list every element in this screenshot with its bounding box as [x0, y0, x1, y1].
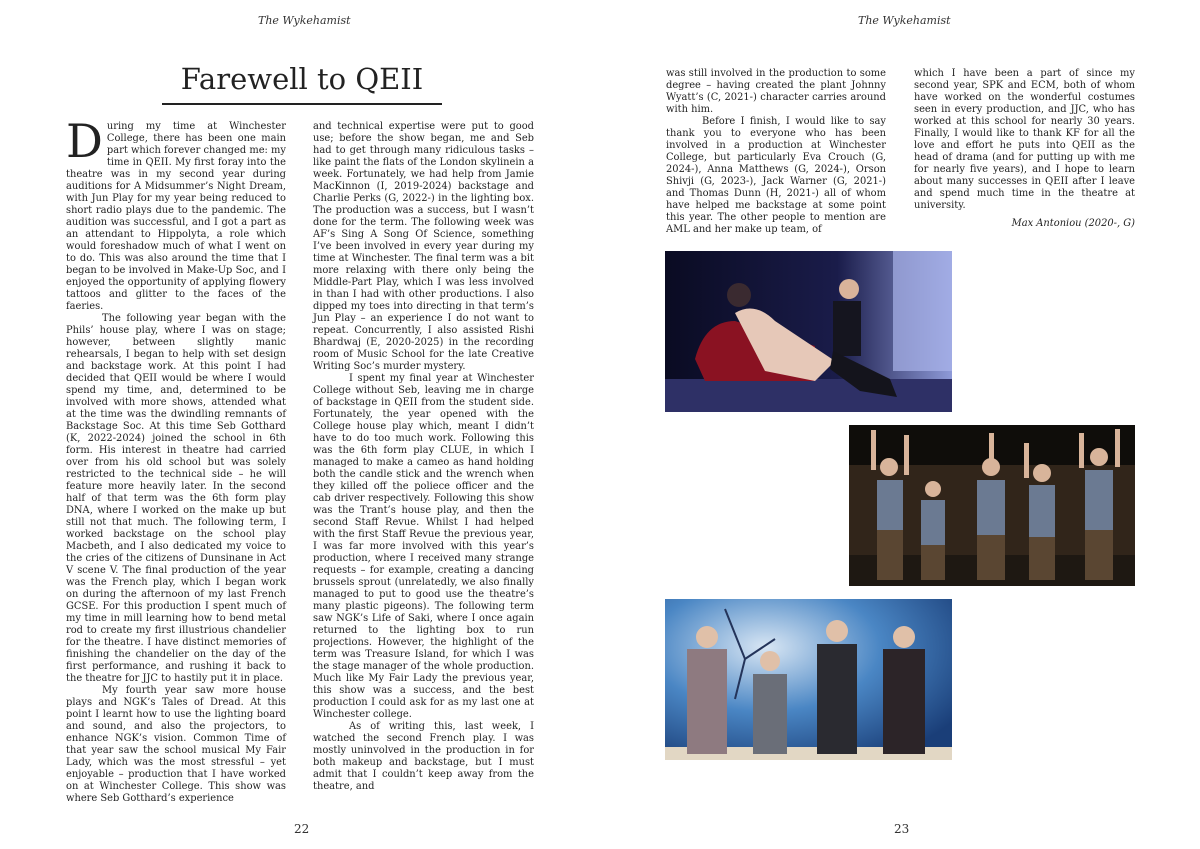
paragraph-1 [66, 114, 286, 313]
paragraph-8: Before I finish, I would like to say thank you to everyone who has been involved in a production at Winchester College, but particularly Eva Crouch (G, 2024-), Anna Matthews (G, 2024-), Orson Shivji (G, 2023-), Jack Warner (G, 2021-) and Thomas Dunn (H, 2021-) all of whom have helped me backstage at some point this year. The other people to mention are AML and her make up team, of [666, 116, 886, 235]
paragraph-1-text: uring my time at Winchester College, there has been one main part which forever changed me: my time in QEII. My first foray into the theatre was in my second year during auditions for A Midsummer’s Night Dream, with Jun Play for my year being reduced to short radio plays due to the pandemic. The audition was successful, and I got a part as an attendant to Hippolyta, a role which would foreshadow much of what I went on to do. This was also around the time that I began to be involved in Make-Up Soc, and I enjoyed the opportunity of applying flowery tattoos and glitter to the faces of the faeries. [66, 121, 286, 312]
article-column-3 [666, 68, 886, 236]
page-number-left: 22 [294, 822, 310, 836]
running-head-right: The Wykehamist [858, 14, 951, 27]
running-head-left: The Wykehamist [258, 14, 351, 27]
title-rule [162, 103, 442, 105]
paragraph-5: I spent my final year at Winchester College without Seb, leaving me in charge of backstage in QEII from the student side. Fortunately, the year opened with the College house play which, meant I didn’t have to do too much work. Following this was the 6th form play CLUE, in which I managed to make a cameo as hand holding both the candle stick and the wrench when they killed off the poliece officer and the cab driver respectively. Following this show was the Trant’s house play, and then the second Staff Revue. Whilst I had helped with the first Staff Revue the previous year, I was far more involved with this year’s production, where I received many strange requests – for example, creating a dancing brussels sprout (unrelatedly, we also finally managed to put to good use the theatre’s many plastic pigeons). The following term saw NGK’s Life of Saki, where I once again returned to the lighting box to run projections. However, the highlight of the term was Treasure Island, for which I was the stage manager of the whole production. Much like My Fair Lady the previous year, this show was a success, and the best production I could ask for as my last one at Winchester college. [313, 373, 534, 720]
stage-photo-four-performers [665, 599, 952, 760]
paragraph-9: which I have been a part of since my second year, SPK and ECM, both of whom have worked on the wonderful costumes seen in every production, and JJC, who has worked at this school for nearly 30 years. Finally, I would like to thank KF for all the love and effort he puts into QEII as the head of drama (and for putting up with me for nearly five years), and I hope to learn about many successes in QEII after I leave and spend much time in the theatre at university. [914, 68, 1135, 211]
paragraph-4: and technical expertise were put to good use; before the show began, me and Seb had to get through many ridiculous tasks – like paint the flats of the London skylinein a week. Fortunately, we had help from Jamie MacKinnon (I, 2019-2024) backstage and Charlie Perks (G, 2022-) in the lighting box. The production was a success, but I wasn’t done for the term. The following week was AF’s Sing A Song Of Science, something I’ve been involved in every year during my time at Winchester. The final term was a bit more relaxing with there only being the Middle-Part Play, which I was less involved in than I had with other productions. I also dipped my toes into directing in that term’s Jun Play – an experience I do not want to repeat. Concurrently, I also assisted Rishi Bhardwaj (E, 2020-2025) in the recording room of Music School for the late Creative Writing Soc’s murder mystery. [313, 121, 534, 372]
article-column-4 [914, 68, 1135, 230]
drop-cap: D [66, 114, 103, 168]
page-title: Farewell to QEII [180, 62, 424, 96]
article-column-2 [313, 121, 534, 793]
article-column-1 [66, 114, 286, 805]
paragraph-6: As of writing this, last week, I watched the second French play. I was mostly uninvolved in the production in for both makeup and backstage, but I must admit that I couldn’t keep away from the theatre, and [313, 721, 534, 792]
author-signature: Max Antoniou (2020-, G) [1011, 218, 1135, 229]
page-number-right: 23 [894, 822, 910, 836]
stage-photo-ensemble-arms-raised [849, 425, 1135, 586]
paragraph-7: was still involved in the production to some degree – having created the plant Johnny Wyatt’s (C, 2021-) character carries around with him. [666, 68, 886, 115]
stage-photo-chaise-longue [665, 251, 952, 412]
paragraph-3: My fourth year saw more house plays and NGK’s Tales of Dread. At this point I learnt how to use the lighting board and sound, and also the projectors, to enhance NGK’s vision. Common Time of that year saw the school musical My Fair Lady, which was the most stressful – yet enjoyable – production that I have worked on at Winchester College. This show was where Seb Gotthard’s experience [66, 685, 286, 804]
paragraph-2: The following year began with the Phils’ house play, where I was on stage; however, between slightly manic rehearsals, I began to help with set design and backstage work. At this point I had decided that QEII would be where I would spend my time, and, determined to be involved with more shows, attended what at the time was the dwindling remnants of Backstage Soc. At this time Seb Gotthard (K, 2022-2024) joined the school in 6th form. His interest in theatre had carried over from his old school but was solely restricted to the technical side – he will feature more heavily later. In the second half of that term was the 6th form play DNA, where I worked on the make up but still not that much. The following term, I worked backstage on the school play Macbeth, and I also dedicated my voice to the cries of the citizens of Dunsinane in Act V scene V. The final production of the year was the French play, which I began work on during the afternoon of my last French GCSE. For this production I spent much of my time in mill learning how to bend metal rod to create my first illustrious chandelier for the theatre. I have distinct memories of finishing the chandelier on the day of the first performance, and rushing it back to the theatre for JJC to hastily put it in place. [66, 313, 286, 684]
